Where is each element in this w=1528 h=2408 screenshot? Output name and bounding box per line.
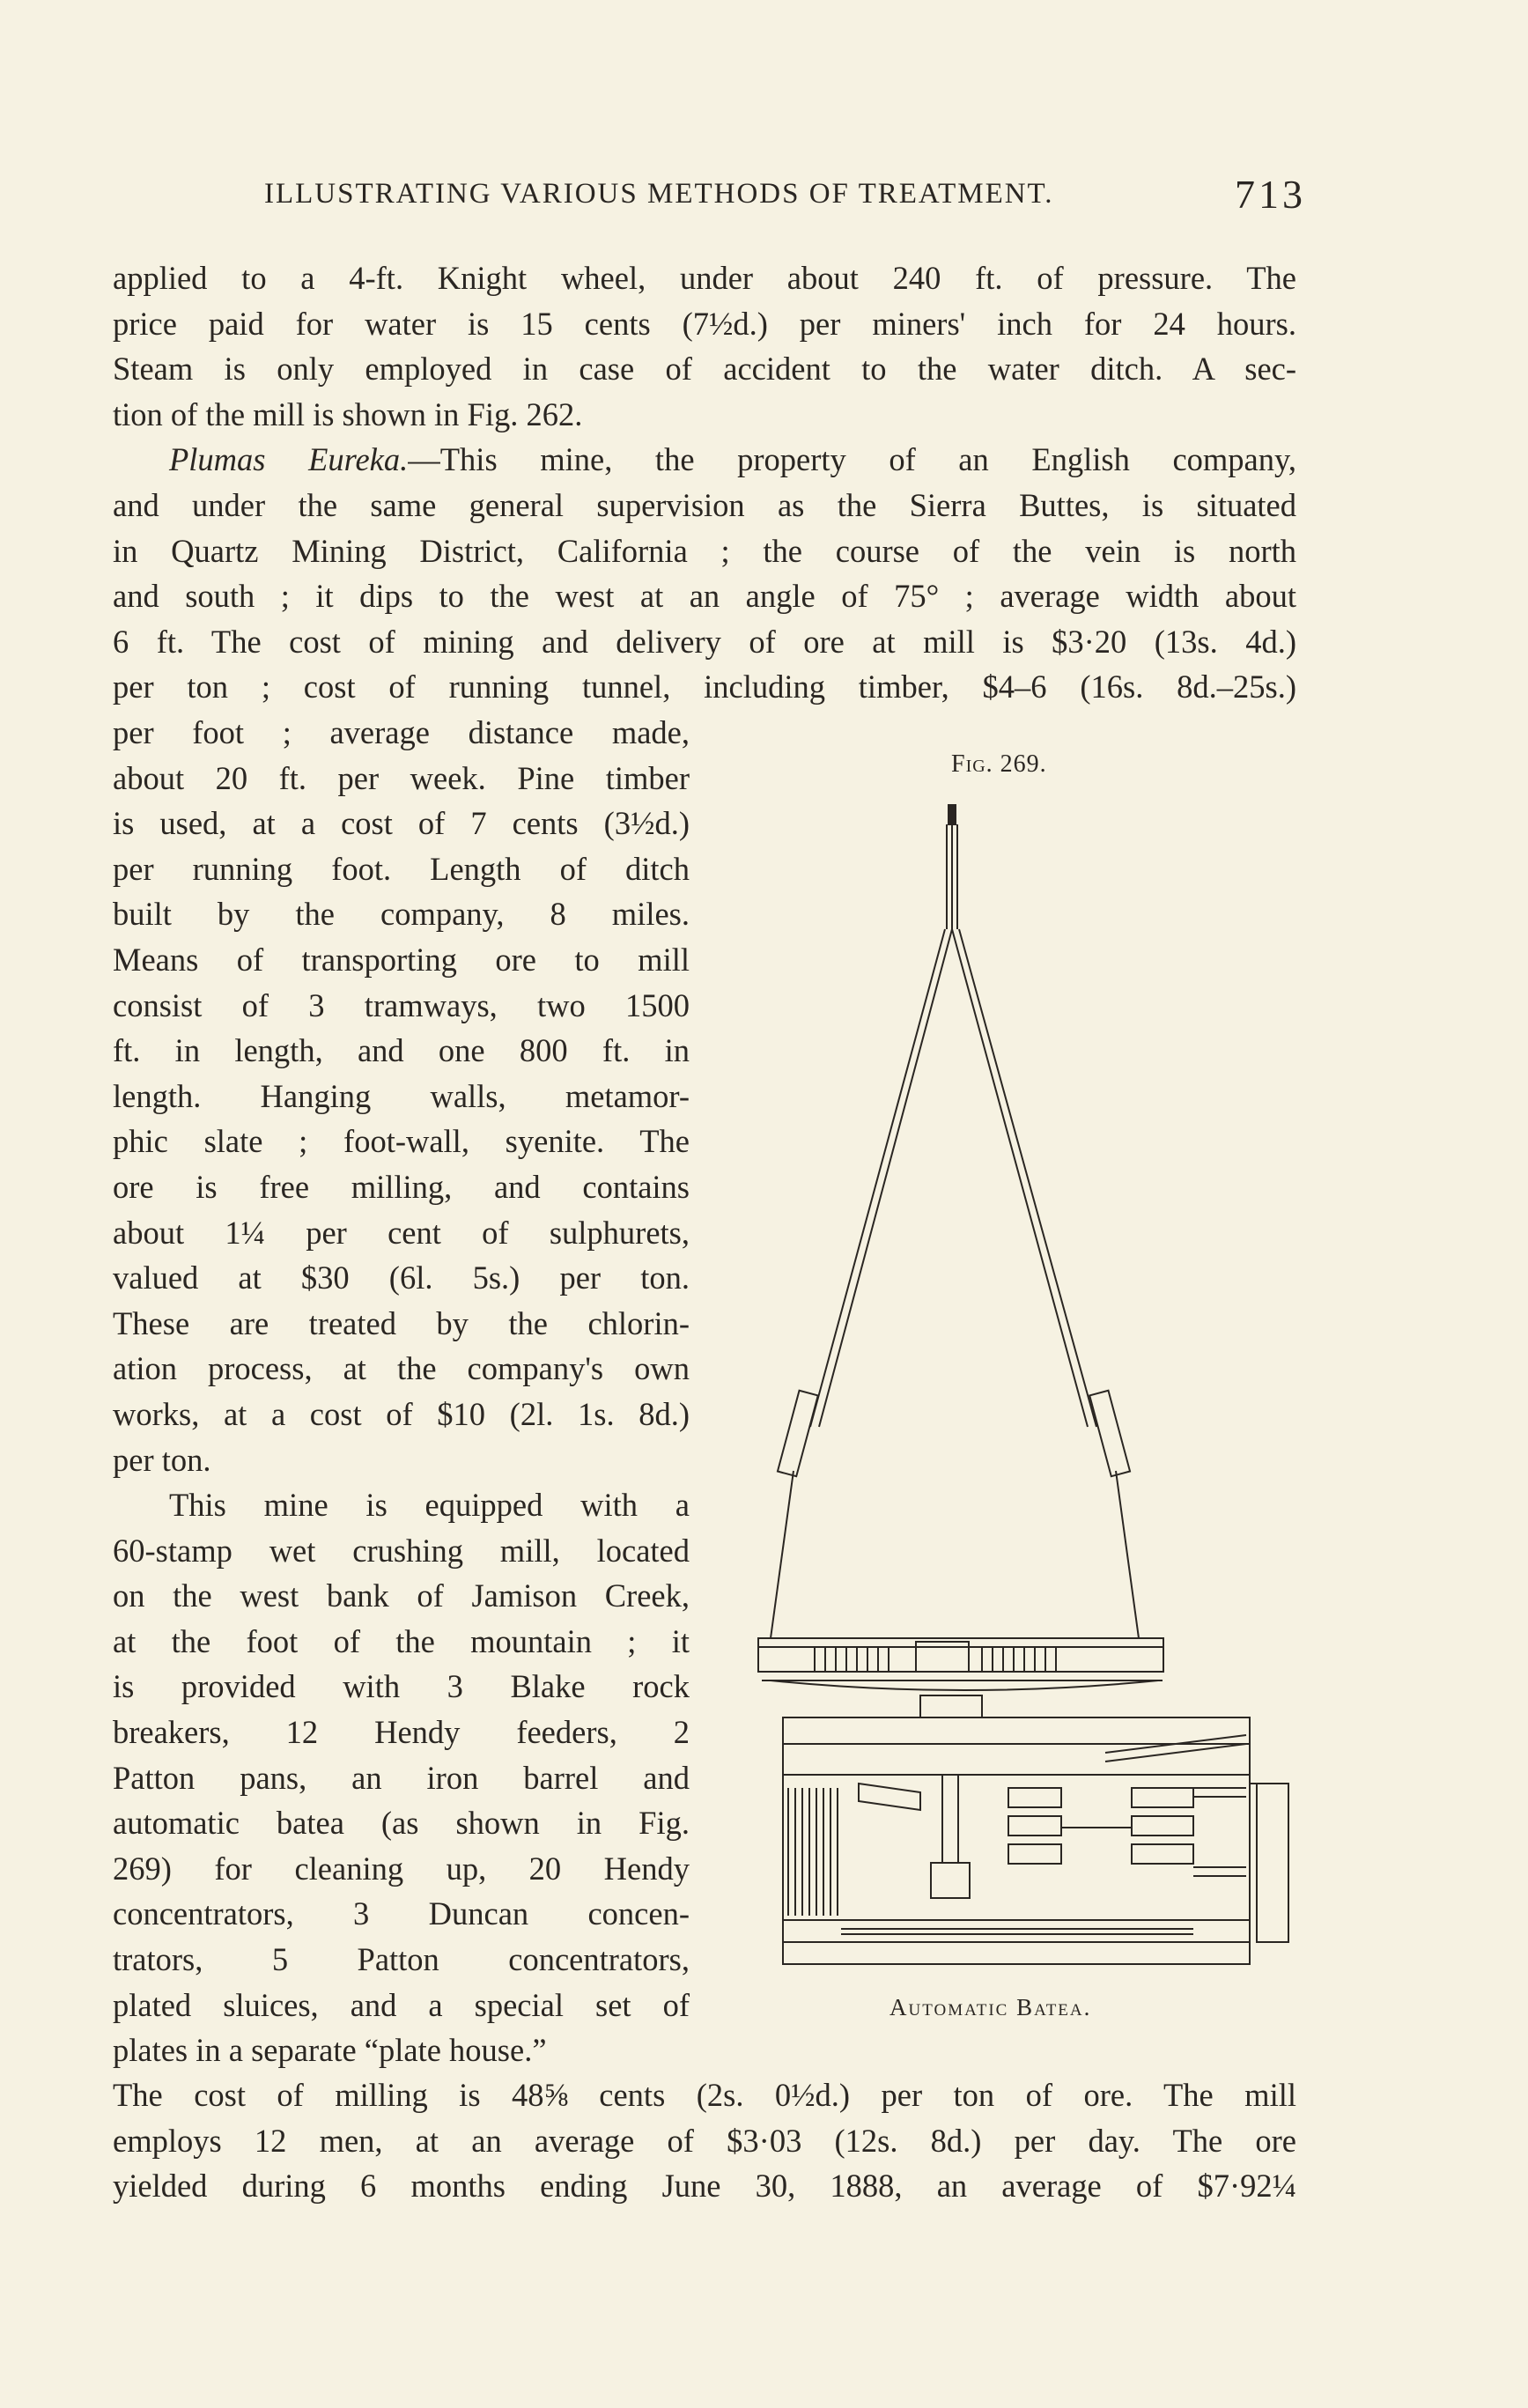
running-head: ILLUSTRATING VARIOUS METHODS OF TREATMENT. (264, 178, 1054, 210)
text-line: about 1¼ per cent of sulphurets, (113, 1214, 690, 1251)
text-line: price paid for water is 15 cents (7½d.) per miners' inch for 24 hours. (113, 305, 1296, 342)
text-line: at the foot of the mountain ; it (113, 1622, 690, 1659)
wood-grain-left (788, 1788, 838, 1916)
text-line: Means of transporting ore to mill (113, 941, 690, 978)
text-line: and under the same general supervision as the Sierra Buttes, is situated (113, 486, 1296, 523)
text-line: These are treated by the chlorin- (113, 1304, 690, 1341)
text-line: Patton pans, an iron barrel and (113, 1759, 690, 1796)
text-line: ore is free milling, and contains (113, 1168, 690, 1205)
text-line: is used, at a cost of 7 cents (3½d.) (113, 805, 690, 842)
text-line: on the west bank of Jamison Creek, (113, 1577, 690, 1614)
automatic-batea-illustration (718, 740, 1299, 2026)
text-line: valued at $30 (6l. 5s.) per ton. (113, 1259, 690, 1296)
left-rod (810, 929, 945, 1427)
text-line: per ton. (113, 1441, 211, 1478)
opening-paragraph (113, 255, 1296, 710)
text-line: The cost of milling is 48⅝ cents (2s. 0½d.) per ton of ore. The mill (113, 2077, 1296, 2113)
text-line: ation process, at the company's own (113, 1350, 690, 1387)
text-line: plated sluices, and a special set of (113, 1986, 690, 2023)
hook (949, 805, 956, 824)
text-line: phic slate ; foot-wall, syenite. The (113, 1123, 690, 1160)
text-line: Steam is only employed in case of accident to the water ditch. A sec- (113, 351, 1296, 388)
text-line: 269) for cleaning up, 20 Hendy (113, 1850, 690, 1887)
text-line: built by the company, 8 miles. (113, 896, 690, 933)
closing-paragraph (113, 2072, 1296, 2209)
text-line: and south ; it dips to the west at an angle of 75° ; average width about (113, 578, 1296, 615)
text-line: employs 12 men, at an average of $3·03 (12s. 8d.) per day. The ore (113, 2122, 1296, 2159)
screen-bars (815, 1647, 1056, 1672)
text-line: yielded during 6 months ending June 30, 1888, an average of $7·92¼ (113, 2168, 1296, 2205)
text-line: concentrators, 3 Duncan concen- (113, 1895, 690, 1932)
text-line: 60-stamp wet crushing mill, located (113, 1532, 690, 1569)
text-line: per running foot. Length of ditch (113, 850, 690, 887)
text-line: plates in a separate “plate house.” (113, 2032, 547, 2069)
plumas-line-0: —This mine, the property of an English company, (408, 441, 1296, 478)
text-line: ft. in length, and one 800 ft. in (113, 1032, 690, 1069)
wood-grain-right (1105, 1735, 1246, 1876)
text-line: is provided with 3 Blake rock (113, 1668, 690, 1705)
text-line: automatic batea (as shown in Fig. (113, 1805, 690, 1842)
text-line: 6 ft. The cost of mining and delivery of ore at mill is $3·20 (13s. 4d.) (113, 623, 1296, 660)
figure-label: Fig. 269. (951, 750, 1047, 778)
batea-body (783, 1717, 1250, 1964)
text-line: trators, 5 Patton concentrators, (113, 1941, 690, 1978)
text-line: per ton ; cost of running tunnel, including timber, $4–6 (16s. 8d.–25s.) (113, 668, 1296, 705)
text-line: works, at a cost of $10 (2l. 1s. 8d.) (113, 1395, 690, 1432)
right-rod (959, 929, 1096, 1427)
text-line: applied to a 4-ft. Knight wheel, under about 240 ft. of pressure. The (113, 260, 1296, 296)
text-line: This mine is equipped with a (169, 1487, 690, 1524)
text-line: in Quartz Mining District, California ; the course of the vein is north (113, 532, 1296, 569)
page-number: 713 (1235, 172, 1306, 217)
text-line: tion of the mill is shown in Fig. 262. (113, 395, 583, 432)
text-line: length. Hanging walls, metamor- (113, 1077, 690, 1114)
text-line: breakers, 12 Hendy feeders, 2 (113, 1714, 690, 1751)
plumas-title: Plumas Eureka. (169, 441, 409, 478)
screen-frame (758, 1638, 1163, 1672)
column-paragraph (113, 710, 690, 2073)
plumas-first-line (113, 437, 1296, 483)
text-line: about 20 ft. per week. Pine timber (113, 759, 690, 796)
figure-caption: Automatic Batea. (889, 1994, 1092, 2020)
side-plate (1257, 1784, 1288, 1942)
text-line: per foot ; average distance made, (113, 714, 690, 750)
text-line: consist of 3 tramways, two 1500 (113, 986, 690, 1023)
